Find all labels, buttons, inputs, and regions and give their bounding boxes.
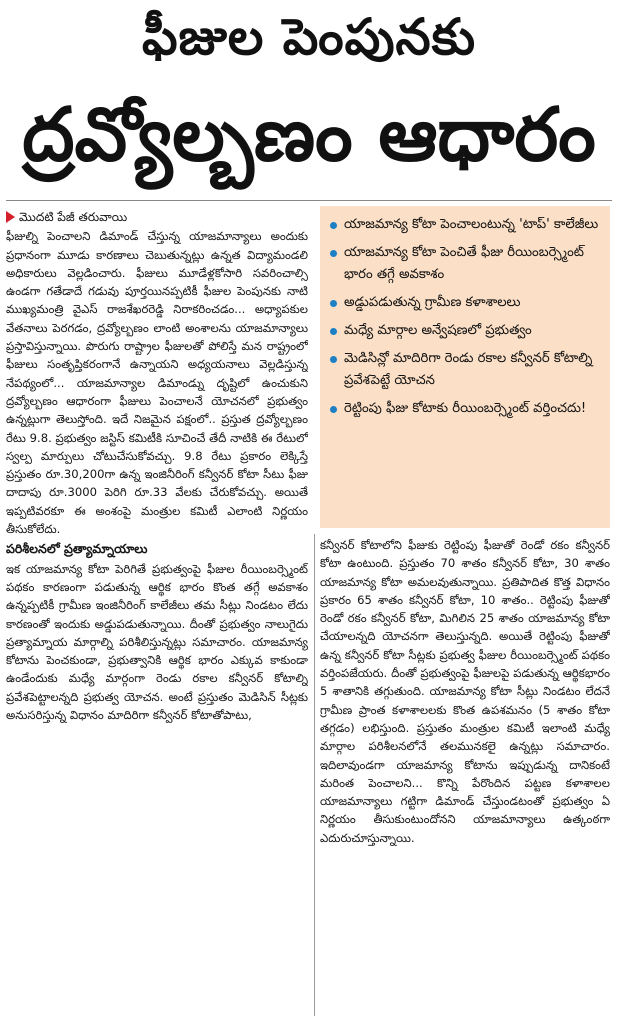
- highlight-item-text: యాజమాన్య కోటా పెంచితే ఫీజు రీయింబర్స్మెంట్ భారం తగ్గే అవకాశం: [344, 245, 584, 282]
- highlight-item-text: మెడిసిన్లో మాదిరిగా రెండు రకాల కన్వీనర్ కోటాల్ని ప్రవేశపెట్టే యోచన: [344, 351, 593, 388]
- highlight-item-text: రెట్టింపు ఫీజు కోటాకు రీయింబర్స్మెంట్ వర్తించదు!: [344, 401, 587, 416]
- highlight-box: [320, 206, 610, 528]
- bullet-icon: [330, 328, 337, 335]
- bullet-icon: [330, 300, 337, 307]
- highlight-item: [330, 320, 602, 342]
- kicker: [6, 208, 308, 226]
- article-column-right: [320, 536, 610, 1020]
- body-paragraph-3: కన్వీనర్ కోటాలోని ఫీజుకు రెట్టింపు ఫీజుతో రెండో రకం కన్వీనర్ కోటా ఉంటుంది. ప్రస్తుతం 70 శాతం కన్వీనర్ కోటా, 30 శాతం యాజమాన్య కోటా అమలవుతున్నాయి. ప్రతిపాదిత కొత్త విధానం ప్రకారం 65 శాతం కన్వీనర్ కోటా, 10 శాతం.. రెట్టింపు ఫీజుతో రెండో రకం కన్వీనర్ కోటా, మిగిలిన 25 శాతం యాజమాన్య కోటా చేయాలన్నది యోచనగా తెలుస్తున్నది. అయితే రెట్టింపు ఫీజుతో ఉన్న కన్వీనర్ కోటా సీట్లకు ప్రభుత్వ ఫీజుల రీయింబర్స్మెంట్ పథకం వర్తింపజేయరు. దీంతో ప్రభుత్వంపై ఫీజులపై పడుతున్న ఆర్థికభారం 5 శాతానికి తగ్గుతుంది. యాజమాన్య కోటా సీట్లు నిండటం లేదనే గ్రామీణ ప్రాంత కళాశాలలకు కొంత ఉపశమనం (5 శాతం కోటా తగ్గడం) లభిస్తుంది. ప్రస్తుతం మంత్రుల కమిటీ ఇలాంటి మధ్యే మార్గాల పరిశీలనలోనే తలమునకలై ఉన్నట్లు సమాచారం. ఇదిలావుండగా యాజమాన్య కోటాను ఇప్పుడున్న దానికంటే మరింత పెంచాలని... కొన్ని పేరొందిన పట్టణ కళాశాలల యాజమాన్యాలు గట్టిగా డిమాండ్ చేస్తుండటంతో ప్రభుత్వం ఏ నిర్ణయం తీసుకుంటుందోనని యాజమాన్యాలు ఉత్కంఠగా ఎదురుచూస్తున్నాయి.: [320, 538, 610, 845]
- bullet-icon: [330, 250, 337, 257]
- highlight-item: [330, 242, 602, 286]
- highlight-item: [330, 214, 602, 236]
- highlight-item: [330, 398, 602, 420]
- highlight-item-text: యాజమాన్య కోటా పెంచాలంటున్న 'టాప్' కాలేజీలు: [344, 217, 599, 232]
- bullet-icon: [330, 222, 337, 229]
- kicker-text: మొదటి పేజీ తరువాయి: [19, 210, 128, 224]
- subheading: పరిశీలనలో ప్రత్యామ్నాయాలు: [6, 541, 148, 557]
- highlight-item-text: అడ్డుపడుతున్న గ్రామీణ కళాశాలలు: [344, 295, 521, 310]
- column-divider: [314, 534, 315, 1016]
- bullet-icon: [330, 406, 337, 413]
- body-paragraph-2: ఇక యాజమాన్య కోటా పెరిగితే ప్రభుత్వంపై ఫీజుల రీయింబర్స్మెంట్ పథకం కారణంగా పడుతున్న ఆర్థిక భారం కొంత తగ్గే అవకాశం ఉన్నప్పటికీ గ్రామీణ ఇంజినీరింగ్ కాలేజీలు తమ సీట్లు నిండటం లేదు కారణంతో ఇందుకు అడ్డుపడుతున్నాయి. దీంతో ప్రభుత్వం నాలుగైదు ప్రత్యామ్నాయ మార్గాల్ని పరిశీలిస్తున్నట్లు సమాచారం. యాజమాన్య కోటాను పెంచకుండా, ప్రభుత్వానికి ఆర్థిక భారం ఎక్కువ కాకుండా ఉండేందుకు మధ్యే మార్గంగా రెండు రకాల కన్వీనర్ కోటాల్ని ప్రవేశపెట్టాలన్నది ప్రభుత్వ యోచన. అంటే ప్రస్తుతం మెడిసిన్ సీట్లకు అనుసరిస్తున్న విధానం మాదిరిగా కన్వీనర్ కోటాతోపాటు,: [6, 561, 308, 723]
- red-arrow-icon: [6, 211, 15, 223]
- highlight-list: [330, 214, 602, 420]
- headline-line-2: ద్రవ్యోల్బణం ఆధారం: [22, 92, 596, 178]
- bullet-icon: [330, 356, 337, 363]
- article-column-left: [6, 208, 308, 1020]
- highlight-item-text: మధ్యే మార్గాల అన్వేషణలో ప్రభుత్వం: [344, 323, 532, 338]
- highlight-item: [330, 348, 602, 392]
- headline-line-1: ఫీజుల పెంపునకు: [141, 8, 477, 66]
- body-paragraph-1: ఫీజుల్ని పెంచాలని డిమాండ్ చేస్తున్న యాజమాన్యాలు అందుకు ప్రధానంగా మూడు కారణాలు చెబుతున్నట్లు ఉన్నత విద్యామండలి అధికారులు వెల్లడించారు. ఫీజులు మూడేళ్లకోసారి సవరించాల్సి ఉండగా గతేడాదే గడువు పూర్తయినప్పటికీ ఫీజుల పెంపునకు నాటి ముఖ్యమంత్రి వైఎస్ రాజశేఖరరెడ్డి నిరాకరించడం... అధ్యాపకుల వేతనాలు పెరగడం, ద్రవ్యోల్బణం లాంటి అంశాలను యాజమాన్యాలు ప్రస్తావిస్తున్నాయి. పొరుగు రాష్ట్రాల ఫీజులతో పోలిస్తే మన రాష్ట్రంలో ఫీజులు సంతృప్తికరంగానే ఉన్నాయని అధ్యయనాలు వెల్లడిస్తున్న నేపథ్యంలో... యాజమాన్యాల డిమాండ్ను దృష్టిలో ఉంచుకుని ద్రవ్యోల్బణం ఆధారంగా ఫీజులు పెంచాలనే యోచనలో ప్రభుత్వం ఉన్నట్లుగా తెలుస్తోంది. ఇదే నిజమైన పక్షంలో.. ప్రస్తుత ద్రవ్యోల్బణం రేటు 9.8. ప్రభుత్వం జస్టిస్ కమిటీకి సూచించే తేదీ నాటికి ఈ రేటులో స్వల్ప మార్పులు చోటుచేసుకోవచ్చు. 9.8 రేటు ప్రకారం లెక్కిస్తే ప్రస్తుతం రూ.30,200గా ఉన్న ఇంజినీరింగ్ కన్వీనర్ కోటా సీటు ఫీజు దాదాపు రూ.3000 పెరిగి రూ.33 వేలకు చేరుకోవచ్చు. అయితే ఇప్పటివరకూ ఈ అంశంపై మంత్రుల కమిటీ ఎలాంటి నిర్ణయం తీసుకోలేదు.: [6, 229, 308, 537]
- headline-rule: [6, 200, 612, 201]
- highlight-item: [330, 292, 602, 314]
